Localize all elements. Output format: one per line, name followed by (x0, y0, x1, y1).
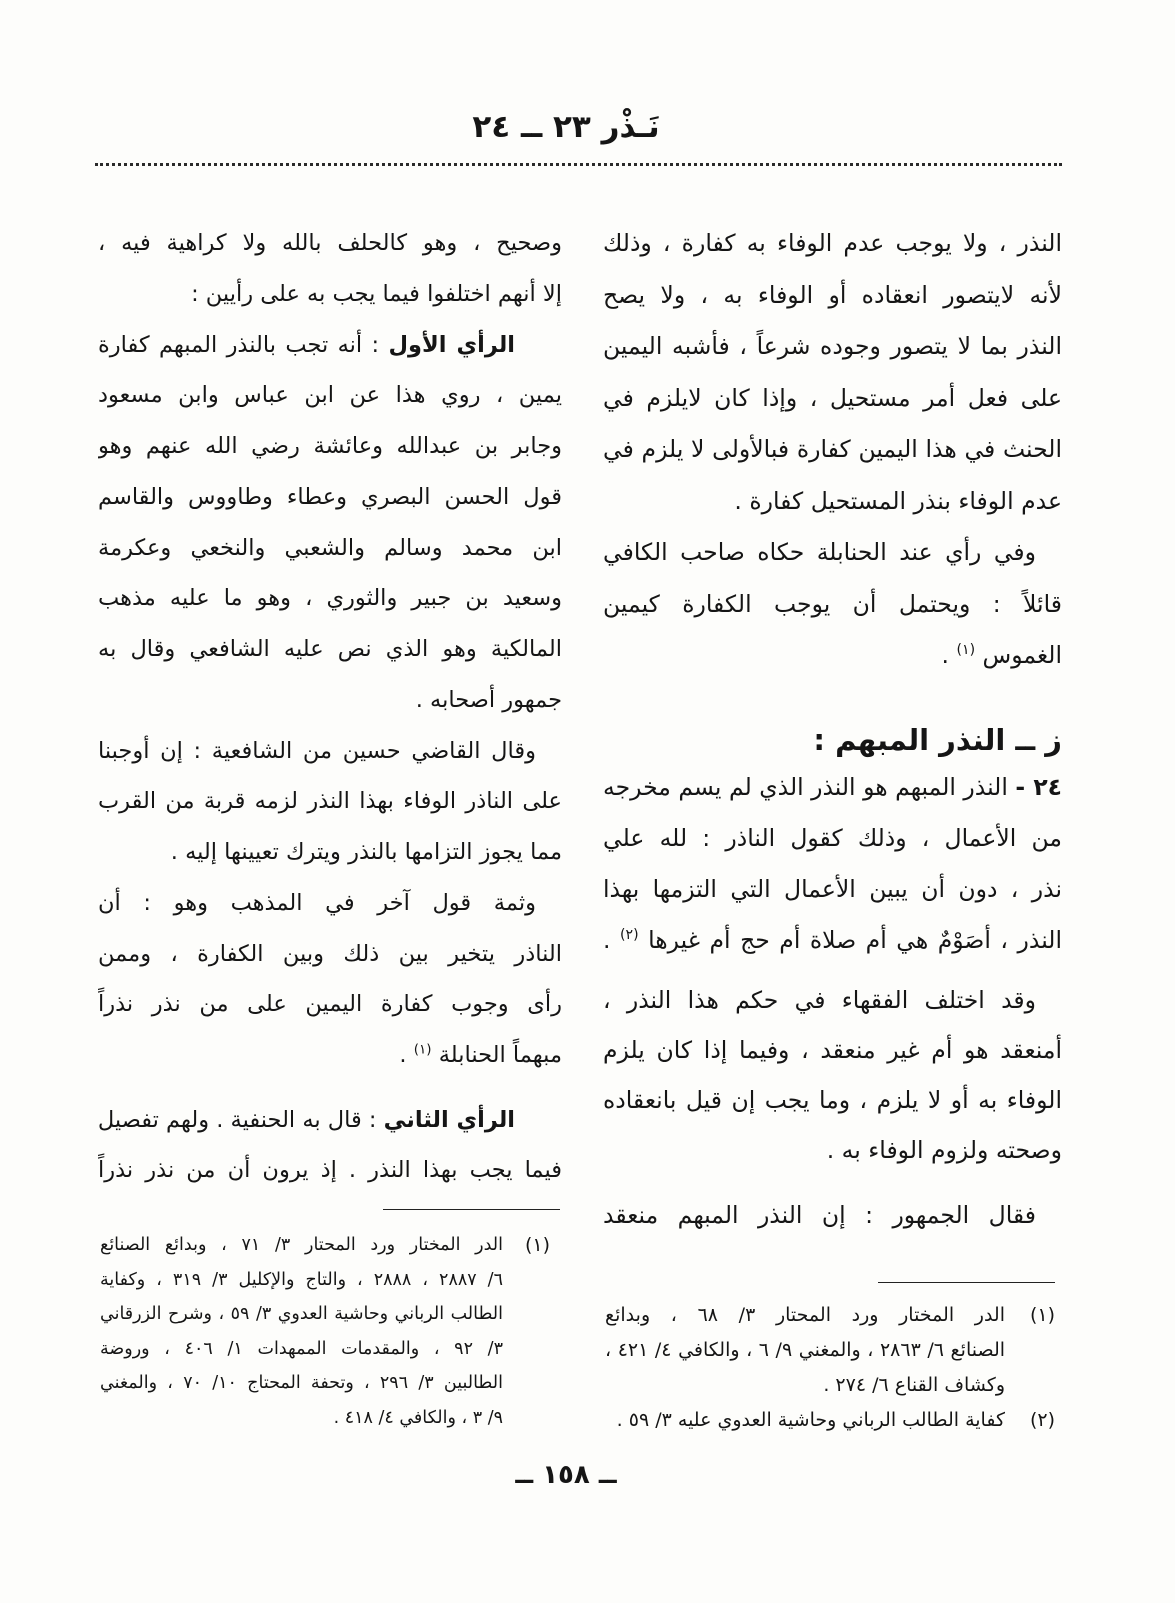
text-line: رأى وجوب كفارة اليمين على من نذر نذراً (98, 991, 562, 1018)
footnote-separator (383, 1209, 560, 1210)
left-footnotes (100, 1228, 550, 1436)
paragraph (98, 218, 562, 1081)
text-line: فيما يجب بهذا النذر . إذ يرون أن من نذر نذراً (98, 1157, 562, 1183)
text-line: على فعل أمر مستحيل ، وإذا كان لايلزم في (603, 383, 1062, 412)
section-heading: ز ــ النذر المبهم : (813, 723, 1062, 757)
footnote-line: الدر المختار ورد المحتار ٣/ ٦٨ ، وبدائع (605, 1304, 1005, 1326)
paragraph (603, 1190, 1062, 1240)
line-end-punctuation: . (941, 641, 949, 669)
text-line: أمنعقد هو أم غير منعقد ، وفيما إذا كان يلزم (603, 1036, 1062, 1064)
paragraph (603, 762, 1062, 966)
text-line: على الناذر الوفاء بهذا النذر لزمه قربة من القرب (98, 788, 562, 815)
right-footnotes (605, 1298, 1055, 1438)
footnote-line: الدر المختار ورد المحتار ٣/ ٧١ ، وبدائع الصنائع (100, 1235, 503, 1255)
paragraph-number: ٢٤ - (1015, 773, 1062, 801)
text-line: قول الحسن البصري وعطاء وطاووس والقاسم (98, 483, 562, 510)
text-line: وصحيح ، وهو كالحلف بالله ولا كراهية فيه ، (98, 230, 562, 256)
text-line (98, 1030, 562, 1081)
text-line: من الأعمال ، وذلك كقول الناذر : لله علي (603, 824, 1062, 852)
footnote-reference: (١) (956, 642, 976, 659)
text-line (603, 630, 1062, 682)
footnote-line: ٦/ ٢٨٨٧ ، ٢٨٨٨ ، والتاج والإكليل ٣/ ٣١٩ ، وكفاية (100, 1269, 503, 1290)
text-line: وجابر بن عبدالله وعائشة رضي الله عنهم وهو (98, 433, 562, 459)
text-line: نذر ، دون أن يبين الأعمال التي التزمها بهذا (603, 875, 1062, 903)
text-line: فقال الجمهور : إن النذر المبهم منعقد (603, 1201, 1036, 1229)
text-line: قائلاً : ويحتمل أن يوجب الكفارة كيمين (603, 589, 1062, 618)
text-line: النذر بما لا يتصور وجوده شرعاً ، فأشبه اليمين (603, 332, 1062, 360)
footnote-number: (١) (524, 1234, 550, 1256)
text-line: جمهور أصحابه . (415, 686, 562, 713)
text-line: وقد اختلف الفقهاء في حكم هذا النذر ، (603, 986, 1036, 1014)
footnote-line: كفاية الطالب الرباني وحاشية العدوي عليه ٣/ ٥٩ . (616, 1409, 1005, 1431)
text-line (98, 1095, 562, 1145)
footnote (100, 1228, 550, 1436)
text-line: وسعيد بن جبير والثوري ، وهو ما عليه مذهب (98, 585, 562, 612)
footnote-separator (878, 1282, 1055, 1283)
opinion-label: الرأي الثاني (383, 1107, 515, 1133)
line-text: النذر المبهم هو النذر الذي لم يسم مخرجه (603, 773, 1008, 801)
text-line: الوفاء به أو لا يلزم ، وما يجب إن قيل بانعقاده (603, 1086, 1062, 1114)
paragraph (603, 975, 1062, 1175)
line-text: : قال به الحنفية . ولهم تفصيل (98, 1107, 377, 1133)
text-line: لأنه لايتصور انعقاده أو الوفاء به ، ولا يصح (603, 280, 1062, 309)
line-text: الغموس (982, 641, 1062, 669)
text-line: ابن محمد وسالم والشعبي والنخعي وعكرمة (98, 534, 562, 561)
footnote-line: الصنائع ٦/ ٢٨٦٣ ، والمغني ٩/ ٦ ، والكافي ٤/ ٤٢١ ، (605, 1339, 1005, 1361)
text-line: وصحته ولزوم الوفاء به . (826, 1136, 1062, 1164)
footnote-reference: (٢) (620, 927, 639, 944)
text-line: وفي رأي عند الحنابلة حكاه صاحب الكافي (603, 538, 1036, 566)
paragraph (98, 1095, 562, 1195)
text-line: النذر ، ولا يوجب عدم الوفاء به كفارة ، وذلك (603, 229, 1062, 257)
footnote-text (100, 1228, 503, 1436)
text-line: يمين ، روي هذا عن ابن عباس وابن مسعود (98, 382, 562, 409)
footnote-line: الطالبين ٣/ ٢٩٦ ، وتحفة المحتاج ١٠/ ٧٠ ، والمغني (100, 1373, 503, 1394)
line-text: : أنه تجب بالنذر المبهم كفارة (98, 331, 380, 358)
footnote-reference: (١) (413, 1041, 432, 1058)
text-line: الحنث في هذا اليمين كفارة فبالأولى لا يلزم في (603, 435, 1062, 463)
text-line (603, 915, 1062, 966)
right-column (603, 0, 1062, 1260)
footnote-number: (١) (1029, 1304, 1055, 1326)
line-text: مبهماً الحنابلة (438, 1042, 562, 1068)
running-header-title: نَـذْر ٢٣ ــ ٢٤ (472, 109, 660, 145)
opinion-label: الرأي الأول (388, 331, 515, 358)
footnote-line: ٩/ ٣ ، والكافي ٤/ ٤١٨ . (333, 1407, 503, 1428)
footnote-text (605, 1298, 1005, 1403)
text-line: مما يجوز التزامها بالنذر ويترك تعيينها إليه . (170, 839, 562, 865)
text-line: عدم الوفاء بنذر المستحيل كفارة . (734, 486, 1062, 515)
footnote-line: ٣/ ٩٢ ، والمقدمات الممهدات ١/ ٤٠٦ ، وروضة (100, 1338, 503, 1359)
text-line: وثمة قول آخر في المذهب وهو : أن (98, 889, 536, 916)
paragraph (603, 218, 1062, 682)
line-text: النذر ، أصَوْمٌ هي أم صلاة أم حج أم غيرها (648, 926, 1062, 954)
footnote-number: (٢) (1029, 1409, 1055, 1431)
text-line (603, 762, 1062, 813)
footnote-text (605, 1403, 1005, 1438)
footnote-line: وكشاف القناع ٦/ ٢٧٤ . (823, 1374, 1005, 1396)
page-number: ــ ١٥٨ ــ (515, 1460, 617, 1490)
left-column (98, 0, 562, 1200)
text-line: وقال القاضي حسين من الشافعية : إن أوجبنا (98, 737, 536, 764)
footnote (605, 1298, 1055, 1403)
footnote-line: الطالب الرباني وحاشية العدوي ٣/ ٥٩ ، وشرح الزرقاني (100, 1304, 503, 1325)
line-end-punctuation: . (603, 926, 611, 954)
text-line: المالكية وهو الذي نص عليه الشافعي وقال به (98, 636, 562, 662)
line-end-punctuation: . (399, 1042, 407, 1068)
text-line: إلا أنهم اختلفوا فيما يجب به على رأيين : (191, 280, 562, 307)
footnote (605, 1403, 1055, 1438)
text-line: الناذر يتخير بين ذلك وبين الكفارة ، وممن (98, 940, 562, 967)
text-line (98, 320, 562, 371)
